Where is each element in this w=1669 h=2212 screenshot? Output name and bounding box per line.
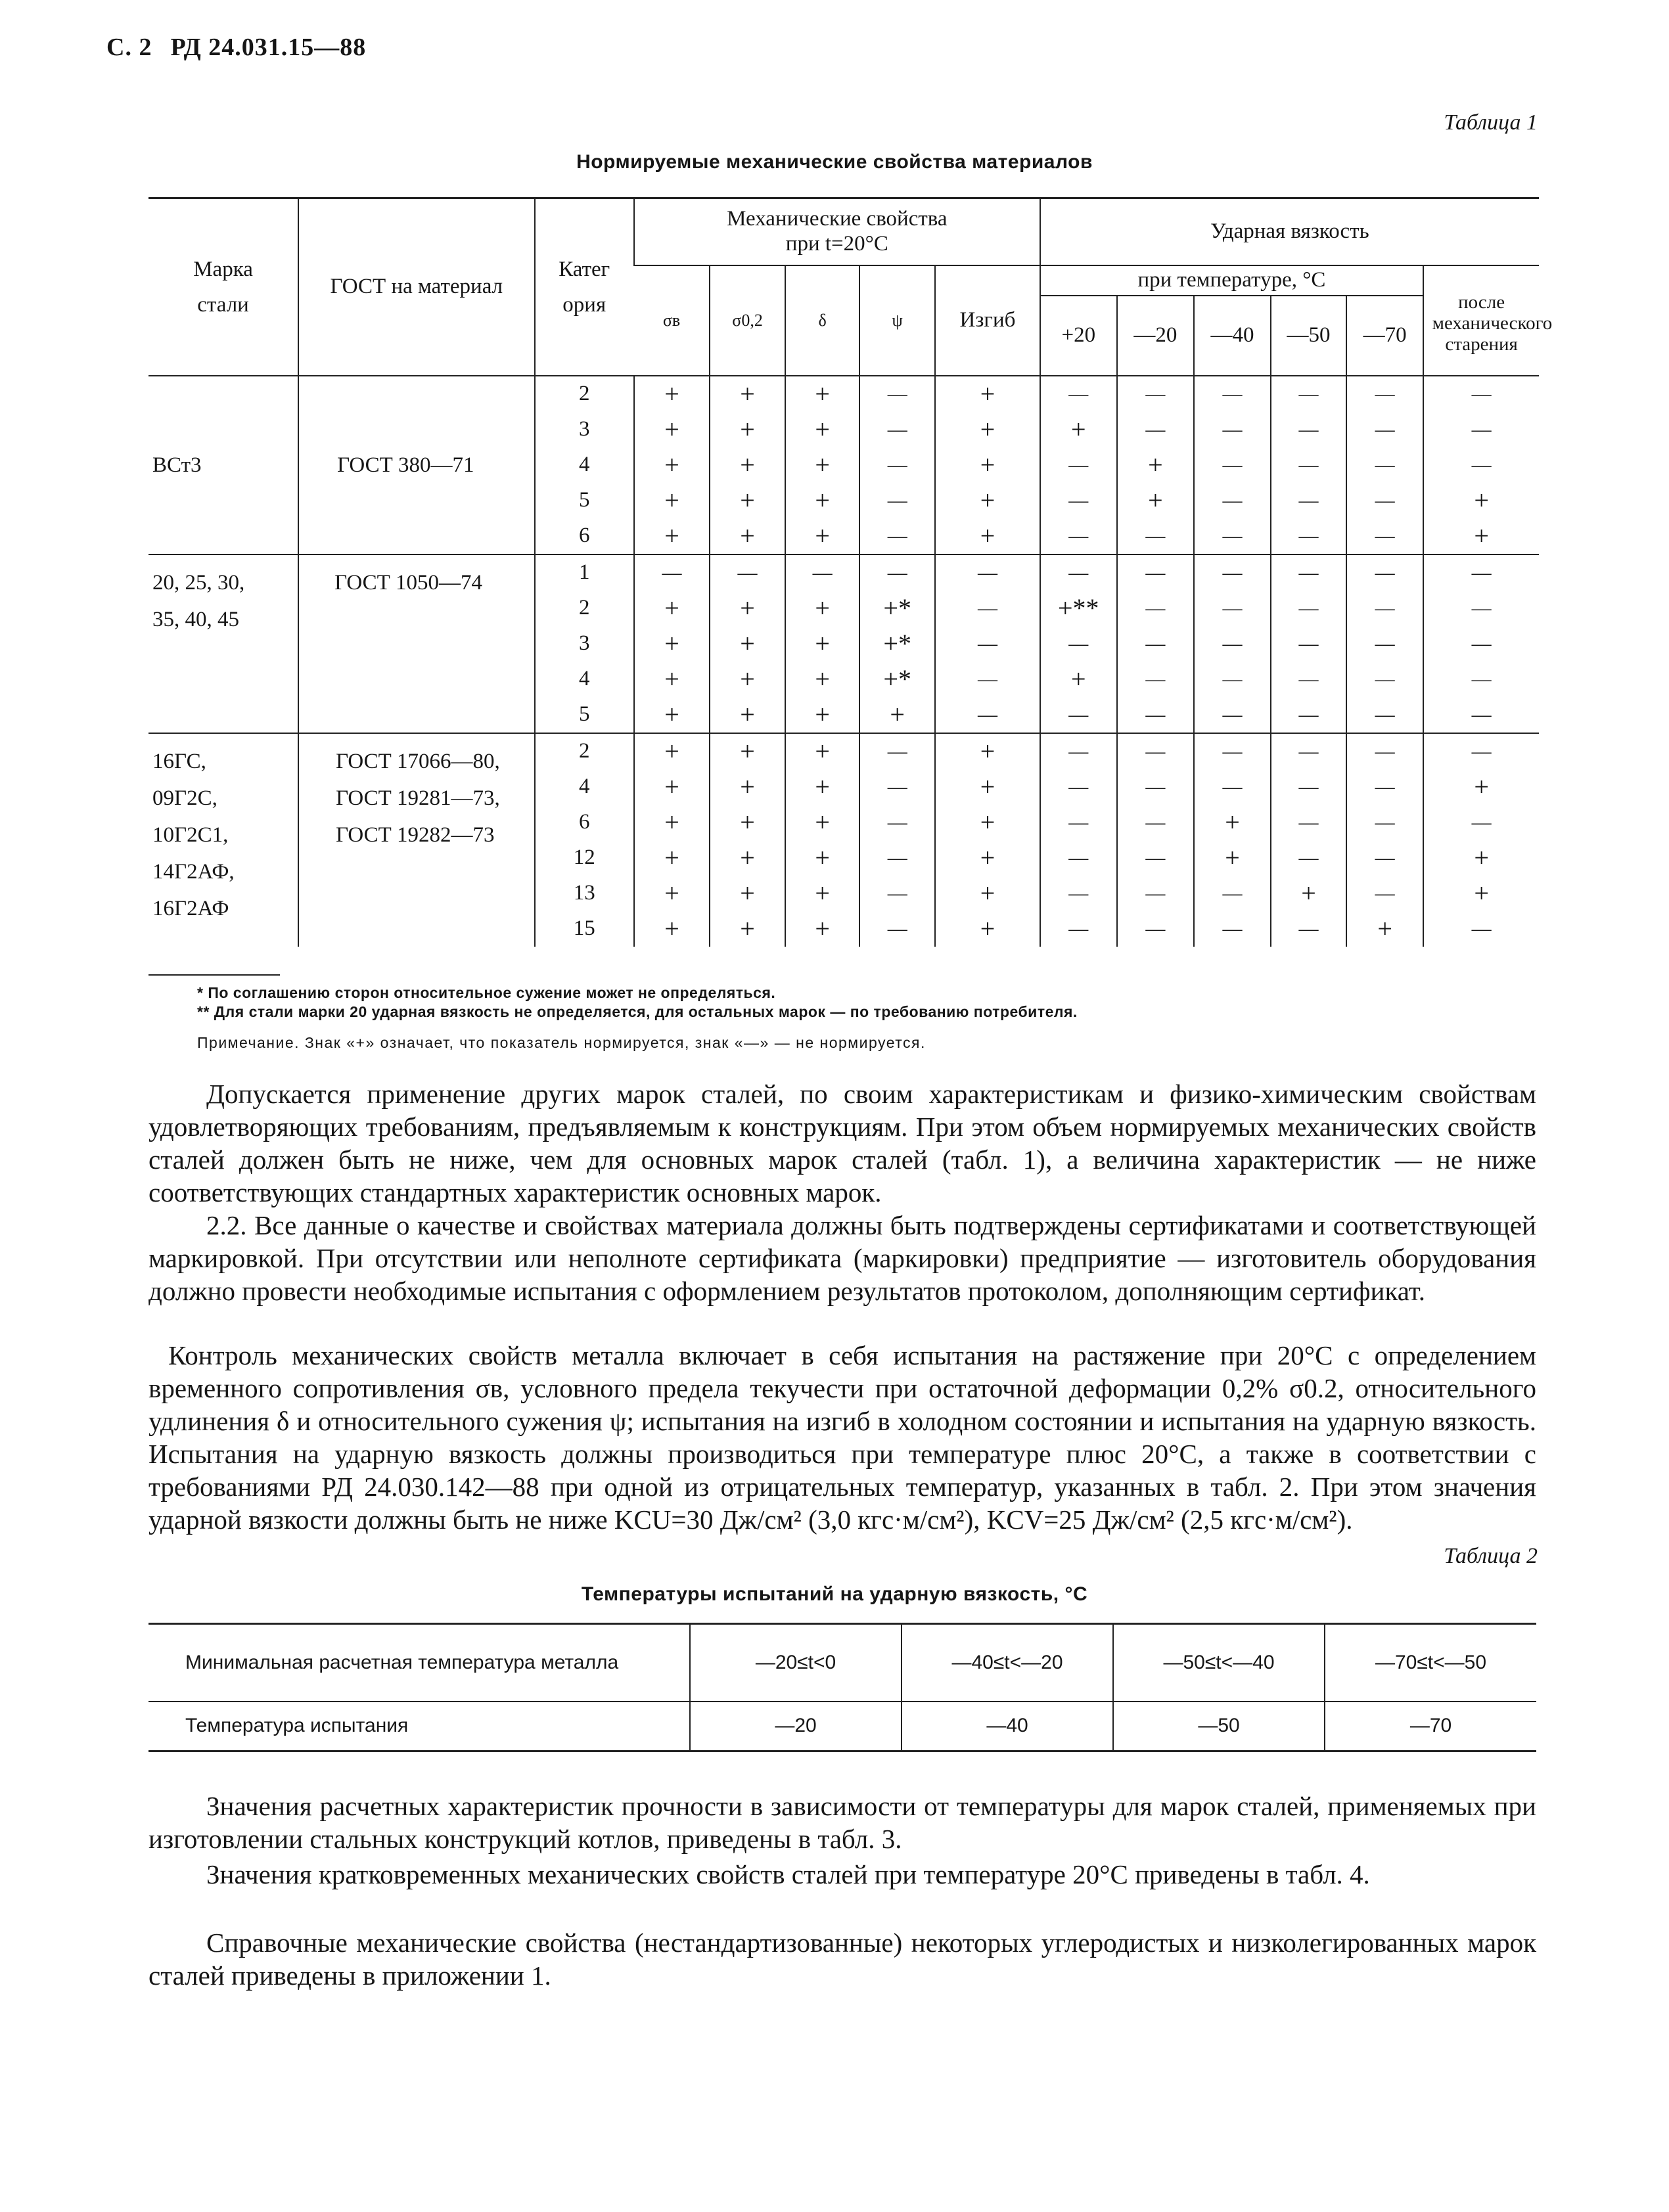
normalized-mark: + xyxy=(785,733,859,769)
header-temp-m70: —70 xyxy=(1346,296,1423,376)
not-normalized-mark: — xyxy=(1194,483,1271,518)
table1-title: Нормируемые механические свойства материалов xyxy=(576,151,1093,173)
category-cell: 2 xyxy=(535,376,634,412)
not-normalized-mark: — xyxy=(1346,554,1423,591)
t2-row1-cell: —20≤t<0 xyxy=(690,1624,902,1702)
header-impact: Ударная вязкость xyxy=(1040,198,1539,265)
not-normalized-mark: — xyxy=(1271,733,1346,769)
header-category: Категория xyxy=(535,198,634,376)
gost-cell xyxy=(298,376,534,554)
normalized-mark: + xyxy=(710,911,785,947)
steel-mark: 16Г2АФ xyxy=(152,896,229,920)
footnote-rule xyxy=(149,974,280,976)
normalized-mark: + xyxy=(935,376,1040,412)
not-normalized-mark: — xyxy=(1117,769,1194,805)
normalized-mark: + xyxy=(1040,412,1117,447)
category-cell: 6 xyxy=(535,805,634,840)
steel-mark: 35, 40, 45 xyxy=(152,607,239,631)
normalized-mark: + xyxy=(1423,840,1539,876)
not-normalized-mark: — xyxy=(1117,876,1194,911)
category-cell: 5 xyxy=(535,483,634,518)
not-normalized-mark: — xyxy=(1117,911,1194,947)
not-normalized-mark: — xyxy=(1194,412,1271,447)
not-normalized-mark: — xyxy=(859,376,935,412)
not-normalized-mark: — xyxy=(1423,591,1539,626)
normalized-mark: + xyxy=(935,840,1040,876)
normalized-mark: + xyxy=(785,483,859,518)
t2-row1-cell: —50≤t<—40 xyxy=(1113,1624,1325,1702)
not-normalized-mark: — xyxy=(1194,733,1271,769)
not-normalized-mark: — xyxy=(935,626,1040,662)
t2-row2-cell: —70 xyxy=(1325,1702,1536,1751)
not-normalized-mark: — xyxy=(1271,769,1346,805)
paragraph-2: 2.2. Все данные о качестве и свойствах материала должны быть подтверждены сертификатами и соответствующей маркировкой. При отсутствии или неполноте сертификата (маркировки) предприятие — изготовитель оборудования должно провести необходимые испытания с оформлением результатов протоколом, дополняющим сертификат. xyxy=(149,1210,1536,1306)
not-normalized-mark: — xyxy=(935,662,1040,697)
gost-standard: ГОСТ 380—71 xyxy=(337,453,474,477)
normalized-mark: +** xyxy=(1040,591,1117,626)
not-normalized-mark: — xyxy=(1194,376,1271,412)
not-normalized-mark: — xyxy=(1117,412,1194,447)
header-delta: δ xyxy=(785,265,859,376)
mechanical-properties-table xyxy=(149,197,1553,947)
header-bend: Изгиб xyxy=(935,265,1040,376)
normalized-mark: + xyxy=(1346,911,1423,947)
t2-row2-cell: —20 xyxy=(690,1702,902,1751)
not-normalized-mark: — xyxy=(1040,733,1117,769)
not-normalized-mark: — xyxy=(1423,733,1539,769)
normalized-mark: + xyxy=(710,840,785,876)
normalized-mark: + xyxy=(935,769,1040,805)
not-normalized-mark: — xyxy=(1346,662,1423,697)
not-normalized-mark: — xyxy=(1117,626,1194,662)
normalized-mark: + xyxy=(785,911,859,947)
not-normalized-mark: — xyxy=(1271,626,1346,662)
not-normalized-mark: — xyxy=(1271,483,1346,518)
not-normalized-mark: — xyxy=(1194,447,1271,483)
not-normalized-mark: — xyxy=(1194,626,1271,662)
not-normalized-mark: — xyxy=(1194,554,1271,591)
not-normalized-mark: — xyxy=(1040,447,1117,483)
normalized-mark: + xyxy=(710,662,785,697)
not-normalized-mark: — xyxy=(1040,805,1117,840)
normalized-mark: + xyxy=(710,376,785,412)
not-normalized-mark: — xyxy=(859,769,935,805)
header-temp-m50: —50 xyxy=(1271,296,1346,376)
normalized-mark: + xyxy=(785,518,859,554)
normalized-mark: + xyxy=(710,518,785,554)
steel-mark: 09Г2С, xyxy=(152,786,217,810)
normalized-mark: +* xyxy=(859,626,935,662)
table1-note: Примечание. Знак «+» означает, что показатель нормируется, знак «—» — не нормируется. xyxy=(197,1034,926,1051)
not-normalized-mark: — xyxy=(1271,518,1346,554)
normalized-mark: + xyxy=(785,376,859,412)
not-normalized-mark: — xyxy=(859,733,935,769)
normalized-mark: + xyxy=(859,697,935,733)
t2-row2-cell: —50 xyxy=(1113,1702,1325,1751)
not-normalized-mark: — xyxy=(1423,554,1539,591)
normalized-mark: + xyxy=(785,876,859,911)
normalized-mark: + xyxy=(634,376,710,412)
normalized-mark: + xyxy=(935,412,1040,447)
not-normalized-mark: — xyxy=(1194,697,1271,733)
not-normalized-mark: — xyxy=(1346,626,1423,662)
normalized-mark: + xyxy=(1040,662,1117,697)
table2-title: Температуры испытаний на ударную вязкость, °С xyxy=(581,1583,1088,1605)
t2-row1-label: Минимальная расчетная температура металла xyxy=(149,1624,690,1702)
not-normalized-mark: — xyxy=(1194,769,1271,805)
not-normalized-mark: — xyxy=(1117,591,1194,626)
not-normalized-mark: — xyxy=(1194,591,1271,626)
doc-number: РД 24.031.15—88 xyxy=(170,34,367,61)
not-normalized-mark: — xyxy=(1271,662,1346,697)
normalized-mark: + xyxy=(710,447,785,483)
category-cell: 4 xyxy=(535,447,634,483)
normalized-mark: + xyxy=(634,626,710,662)
paragraph-3: Контроль механических свойств металла включает в себя испытания на растяжение при 20°С с определением временного сопротивления σв, условного предела текучести при остаточной деформации 0,2% σ0.2, относительного удлинения δ и относительного сужения ψ; испытания на изгиб в холодном состоянии и испытания на ударную вязкость. Испытания на ударную вязкость должны производиться при температуре плюс 20°С, а также в соответствии с требованиями РД 24.030.142—88 при одной из отрицательных температур, указанных в табл. 2. При этом значения ударной вязкости должны быть не ниже KCU=30 Дж/см² (3,0 кгс·м/см²), KCV=25 Дж/см² (2,5 кгс·м/см²). xyxy=(149,1340,1536,1535)
not-normalized-mark: — xyxy=(859,518,935,554)
steel-mark: 10Г2С1, xyxy=(152,823,229,847)
not-normalized-mark: — xyxy=(1040,483,1117,518)
normalized-mark: + xyxy=(785,447,859,483)
steel-mark: ВСт3 xyxy=(152,453,202,477)
normalized-mark: + xyxy=(710,483,785,518)
not-normalized-mark: — xyxy=(859,483,935,518)
not-normalized-mark: — xyxy=(1040,376,1117,412)
normalized-mark: + xyxy=(634,876,710,911)
normalized-mark: + xyxy=(710,591,785,626)
not-normalized-mark: — xyxy=(785,554,859,591)
not-normalized-mark: — xyxy=(1194,911,1271,947)
not-normalized-mark: — xyxy=(859,805,935,840)
normalized-mark: + xyxy=(935,447,1040,483)
not-normalized-mark: — xyxy=(1346,518,1423,554)
not-normalized-mark: — xyxy=(1117,733,1194,769)
normalized-mark: + xyxy=(710,733,785,769)
not-normalized-mark: — xyxy=(1040,697,1117,733)
normalized-mark: + xyxy=(785,805,859,840)
table1-body xyxy=(149,376,1539,947)
header-temp-m20: —20 xyxy=(1117,296,1194,376)
normalized-mark: + xyxy=(935,733,1040,769)
normalized-mark: + xyxy=(634,769,710,805)
not-normalized-mark: — xyxy=(859,911,935,947)
not-normalized-mark: — xyxy=(1117,805,1194,840)
category-cell: 3 xyxy=(535,626,634,662)
normalized-mark: + xyxy=(1423,769,1539,805)
gost-standard: ГОСТ 19281—73, xyxy=(336,786,500,810)
header-at-temp: при температуре, °C xyxy=(1040,265,1423,296)
not-normalized-mark: — xyxy=(1346,412,1423,447)
not-normalized-mark: — xyxy=(859,554,935,591)
not-normalized-mark: — xyxy=(1423,911,1539,947)
category-cell: 12 xyxy=(535,840,634,876)
not-normalized-mark: — xyxy=(1346,805,1423,840)
normalized-mark: + xyxy=(785,626,859,662)
not-normalized-mark: — xyxy=(1423,412,1539,447)
normalized-mark: +* xyxy=(859,591,935,626)
not-normalized-mark: — xyxy=(859,840,935,876)
not-normalized-mark: — xyxy=(1040,876,1117,911)
not-normalized-mark: — xyxy=(1346,876,1423,911)
paragraph-6: Справочные механические свойства (нестандартизованные) некоторых углеродистых и низколегированных марок сталей приведены в приложении 1. xyxy=(149,1928,1536,1991)
normalized-mark: + xyxy=(1194,805,1271,840)
table-row xyxy=(149,733,1539,769)
normalized-mark: + xyxy=(1423,876,1539,911)
normalized-mark: + xyxy=(634,733,710,769)
not-normalized-mark: — xyxy=(710,554,785,591)
normalized-mark: + xyxy=(935,876,1040,911)
category-cell: 2 xyxy=(535,591,634,626)
not-normalized-mark: — xyxy=(1346,376,1423,412)
not-normalized-mark: — xyxy=(1040,518,1117,554)
footnote-2: ** Для стали марки 20 ударная вязкость не определяется, для остальных марок — по требованию потребителя. xyxy=(197,1003,1078,1020)
gost-cell xyxy=(298,554,534,733)
not-normalized-mark: — xyxy=(935,697,1040,733)
not-normalized-mark: — xyxy=(1040,554,1117,591)
header-after-aging: после механического старения xyxy=(1423,265,1539,376)
normalized-mark: + xyxy=(710,769,785,805)
normalized-mark: + xyxy=(1271,876,1346,911)
not-normalized-mark: — xyxy=(1346,733,1423,769)
category-cell: 15 xyxy=(535,911,634,947)
normalized-mark: + xyxy=(634,805,710,840)
footnote-1: * По соглашению сторон относительное сужение может не определяться. xyxy=(197,984,776,1001)
steel-mark-cell xyxy=(149,733,298,947)
gost-standard: ГОСТ 1050—74 xyxy=(334,570,483,595)
normalized-mark: + xyxy=(710,626,785,662)
category-cell: 13 xyxy=(535,876,634,911)
not-normalized-mark: — xyxy=(1117,662,1194,697)
category-cell: 6 xyxy=(535,518,634,554)
not-normalized-mark: — xyxy=(1271,911,1346,947)
category-cell: 3 xyxy=(535,412,634,447)
not-normalized-mark: — xyxy=(1040,840,1117,876)
page-number: С. 2 xyxy=(106,34,152,61)
normalized-mark: + xyxy=(1194,840,1271,876)
not-normalized-mark: — xyxy=(1117,518,1194,554)
not-normalized-mark: — xyxy=(1346,591,1423,626)
normalized-mark: + xyxy=(785,840,859,876)
t2-row2-label: Температура испытания xyxy=(149,1702,690,1751)
normalized-mark: + xyxy=(935,518,1040,554)
normalized-mark: + xyxy=(634,662,710,697)
normalized-mark: + xyxy=(785,591,859,626)
category-cell: 5 xyxy=(535,697,634,733)
t2-row1-cell: —70≤t<—50 xyxy=(1325,1624,1536,1702)
impact-test-temperature-table xyxy=(149,1623,1536,1752)
not-normalized-mark: — xyxy=(1271,840,1346,876)
not-normalized-mark: — xyxy=(1423,376,1539,412)
not-normalized-mark: — xyxy=(1040,911,1117,947)
not-normalized-mark: — xyxy=(1346,769,1423,805)
not-normalized-mark: — xyxy=(1271,805,1346,840)
normalized-mark: + xyxy=(1423,518,1539,554)
normalized-mark: + xyxy=(710,876,785,911)
not-normalized-mark: — xyxy=(1117,697,1194,733)
not-normalized-mark: — xyxy=(1194,876,1271,911)
not-normalized-mark: — xyxy=(1346,483,1423,518)
not-normalized-mark: — xyxy=(1346,840,1423,876)
not-normalized-mark: — xyxy=(1423,805,1539,840)
t2-row2-cell: —40 xyxy=(902,1702,1113,1751)
not-normalized-mark: — xyxy=(1117,376,1194,412)
not-normalized-mark: — xyxy=(1040,626,1117,662)
not-normalized-mark: — xyxy=(1271,447,1346,483)
not-normalized-mark: — xyxy=(1423,447,1539,483)
table-row xyxy=(149,376,1539,412)
not-normalized-mark: — xyxy=(1423,697,1539,733)
normalized-mark: + xyxy=(1117,447,1194,483)
not-normalized-mark: — xyxy=(859,876,935,911)
paragraph-5: Значения кратковременных механических свойств сталей при температуре 20°С приведены в табл. 4. xyxy=(206,1859,1370,1889)
table1-label: Таблица 1 xyxy=(1444,110,1538,135)
not-normalized-mark: — xyxy=(1271,554,1346,591)
not-normalized-mark: — xyxy=(935,591,1040,626)
not-normalized-mark: — xyxy=(859,447,935,483)
not-normalized-mark: — xyxy=(935,554,1040,591)
not-normalized-mark: — xyxy=(859,412,935,447)
not-normalized-mark: — xyxy=(1040,769,1117,805)
category-cell: 2 xyxy=(535,733,634,769)
normalized-mark: + xyxy=(634,447,710,483)
normalized-mark: + xyxy=(710,697,785,733)
normalized-mark: + xyxy=(785,697,859,733)
normalized-mark: + xyxy=(935,805,1040,840)
table2-label: Таблица 2 xyxy=(1444,1544,1538,1568)
normalized-mark: + xyxy=(634,911,710,947)
normalized-mark: + xyxy=(1117,483,1194,518)
normalized-mark: + xyxy=(634,518,710,554)
normalized-mark: + xyxy=(634,483,710,518)
normalized-mark: + xyxy=(1423,483,1539,518)
not-normalized-mark: — xyxy=(1194,518,1271,554)
not-normalized-mark: — xyxy=(1194,662,1271,697)
category-cell: 4 xyxy=(535,769,634,805)
not-normalized-mark: — xyxy=(1271,697,1346,733)
paragraph-4: Значения расчетных характеристик прочности в зависимости от температуры для марок сталей, применяемых при изготовлении стальных конструкций котлов, приведены в табл. 3. xyxy=(149,1791,1536,1854)
gost-standard: ГОСТ 17066—80, xyxy=(336,749,500,773)
gost-cell xyxy=(298,733,534,947)
steel-mark: 14Г2АФ, xyxy=(152,859,235,884)
paragraph-1: Допускается применение других марок сталей, по своим характеристикам и физико-химическим свойствам удовлетворяющих требованиям, предъявляемым к конструкциям. При этом объем нормируемых механических свойств сталей должен быть не ниже, чем для основных марок сталей (табл. 1), а величина характеристик — не ниже соответствующих стандартных характеристик основных марок. xyxy=(149,1079,1536,1208)
normalized-mark: + xyxy=(634,591,710,626)
steel-mark-cell xyxy=(149,376,298,554)
steel-mark-cell xyxy=(149,554,298,733)
not-normalized-mark: — xyxy=(1346,697,1423,733)
not-normalized-mark: — xyxy=(1423,662,1539,697)
normalized-mark: + xyxy=(634,697,710,733)
not-normalized-mark: — xyxy=(634,554,710,591)
normalized-mark: + xyxy=(785,662,859,697)
not-normalized-mark: — xyxy=(1271,412,1346,447)
header-temp-p20: +20 xyxy=(1040,296,1117,376)
not-normalized-mark: — xyxy=(1271,591,1346,626)
t2-row1-cell: —40≤t<—20 xyxy=(902,1624,1113,1702)
not-normalized-mark: — xyxy=(1423,626,1539,662)
running-head xyxy=(106,33,384,62)
normalized-mark: + xyxy=(935,483,1040,518)
not-normalized-mark: — xyxy=(1271,376,1346,412)
category-cell: 1 xyxy=(535,554,634,591)
not-normalized-mark: — xyxy=(1117,554,1194,591)
category-cell: 4 xyxy=(535,662,634,697)
normalized-mark: + xyxy=(710,805,785,840)
not-normalized-mark: — xyxy=(1346,447,1423,483)
header-mech-props: Механические свойства при t=20°C xyxy=(634,198,1040,265)
normalized-mark: + xyxy=(935,911,1040,947)
normalized-mark: + xyxy=(785,412,859,447)
steel-mark: 16ГС, xyxy=(152,749,206,773)
header-sigma-b: σв xyxy=(634,265,710,376)
normalized-mark: + xyxy=(634,840,710,876)
gost-standard: ГОСТ 19282—73 xyxy=(336,823,495,847)
header-psi: ψ xyxy=(859,265,935,376)
table-row xyxy=(149,554,1539,591)
normalized-mark: +* xyxy=(859,662,935,697)
header-sigma-02: σ0,2 xyxy=(710,265,785,376)
steel-mark: 20, 25, 30, xyxy=(152,570,245,595)
normalized-mark: + xyxy=(634,412,710,447)
not-normalized-mark: — xyxy=(1117,840,1194,876)
normalized-mark: + xyxy=(785,769,859,805)
header-temp-m40: —40 xyxy=(1194,296,1271,376)
header-gost: ГОСТ на материал xyxy=(298,198,534,376)
header-mark: Марка стали xyxy=(149,198,298,376)
normalized-mark: + xyxy=(710,412,785,447)
